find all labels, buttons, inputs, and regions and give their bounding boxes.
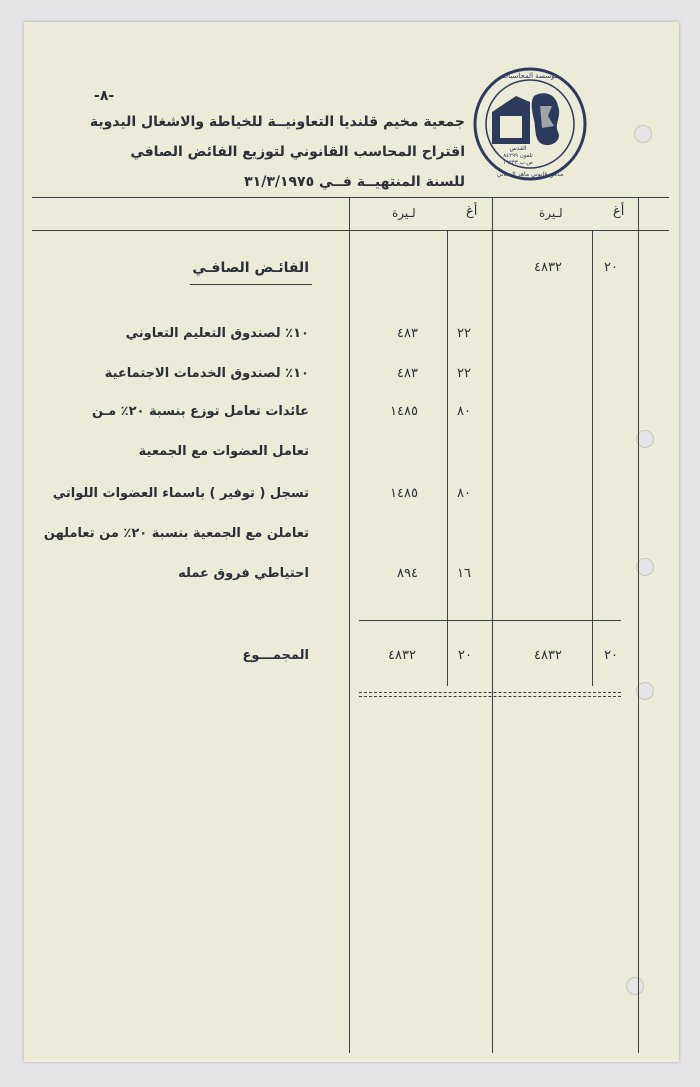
- table-top-rule: [32, 197, 669, 198]
- column-header-lira-left: لـيرة: [392, 206, 416, 220]
- credit-fils: ٢٠: [604, 260, 618, 275]
- row-lira: ٤٨٣: [397, 326, 418, 341]
- punch-hole: [634, 125, 652, 143]
- row-label: ١٠٪ لصندوق الخدمات الاجتماعية: [104, 366, 309, 381]
- page-number: -٨-: [94, 88, 115, 104]
- column-divider: [447, 230, 448, 686]
- row-label: احتياطي فروق عمله: [178, 566, 309, 581]
- row-fils: ١٦: [457, 566, 471, 581]
- row-fils: ٨٠: [457, 404, 471, 419]
- table-header-rule: [32, 230, 669, 231]
- header-period: للسنة المنتهيــة فــي ٣١/٣/١٩٧٥: [244, 174, 465, 190]
- total-right-lira: ٤٨٣٢: [534, 648, 562, 663]
- row-fils: ٢٢: [457, 366, 471, 381]
- row-lira: ٨٩٤: [397, 566, 418, 581]
- row-label: تعاملن مع الجمعية بنسبة ٢٠٪ من تعاملهن: [43, 526, 309, 541]
- seal-text-phone: تلفون ٨٤٢٩٩: [503, 153, 533, 159]
- subtotal-rule: [359, 620, 621, 621]
- column-divider: [638, 197, 639, 1053]
- header-title: جمعية مخيم قلنديا التعاونيــة للخياطة والاشغال اليدوية: [89, 114, 465, 130]
- total-label: المجمـــوع: [242, 648, 309, 663]
- section-title: الفائـض الصافـي: [192, 260, 309, 276]
- column-divider: [492, 197, 493, 1053]
- row-fils: ٨٠: [457, 486, 471, 501]
- row-lira: ١٤٨٥: [390, 486, 418, 501]
- credit-lira: ٤٨٣٢: [534, 260, 562, 275]
- seal-text-city: القدس: [509, 145, 527, 152]
- row-lira: ١٤٨٥: [390, 404, 418, 419]
- document-page: [24, 22, 679, 1062]
- row-label: تعامل العضوات مع الجمعية: [138, 444, 309, 459]
- total-double-rule: [359, 696, 621, 697]
- total-lira: ٤٨٣٢: [388, 648, 416, 663]
- total-fils: ٢٠: [458, 648, 472, 663]
- total-right-fils: ٢٠: [604, 648, 618, 663]
- row-lira: ٤٨٣: [397, 366, 418, 381]
- total-double-rule: [359, 692, 621, 693]
- column-header-lira-right: لـيرة: [539, 206, 563, 220]
- column-divider: [349, 197, 350, 1053]
- punch-hole: [626, 977, 644, 995]
- row-label: ١٠٪ لصندوق التعليم التعاوني: [125, 326, 309, 341]
- seal-text-bottom: مدقق قانوني ماهر الدجاني: [496, 171, 564, 178]
- column-divider: [592, 230, 593, 686]
- row-label: تسجل ( توفير ) باسماء العضوات اللواتي: [52, 486, 309, 501]
- column-header-fils-left: أغ: [466, 204, 478, 219]
- row-fils: ٢٢: [457, 326, 471, 341]
- header-subtitle: اقتراح المحاسب القانوني لتوزيع الفائض الصافي: [130, 144, 465, 160]
- seal-text-pobox: ص.ب ١٩٢٣٣: [502, 160, 534, 166]
- column-header-fils-right: أغ: [613, 204, 625, 219]
- section-title-underline: [190, 284, 312, 285]
- seal-text-top: مؤسسة المحاسبات: [501, 72, 559, 80]
- row-label: عائدات تعامل توزع بنسبة ٢٠٪ مـن: [91, 404, 309, 419]
- accountant-seal: [472, 66, 588, 182]
